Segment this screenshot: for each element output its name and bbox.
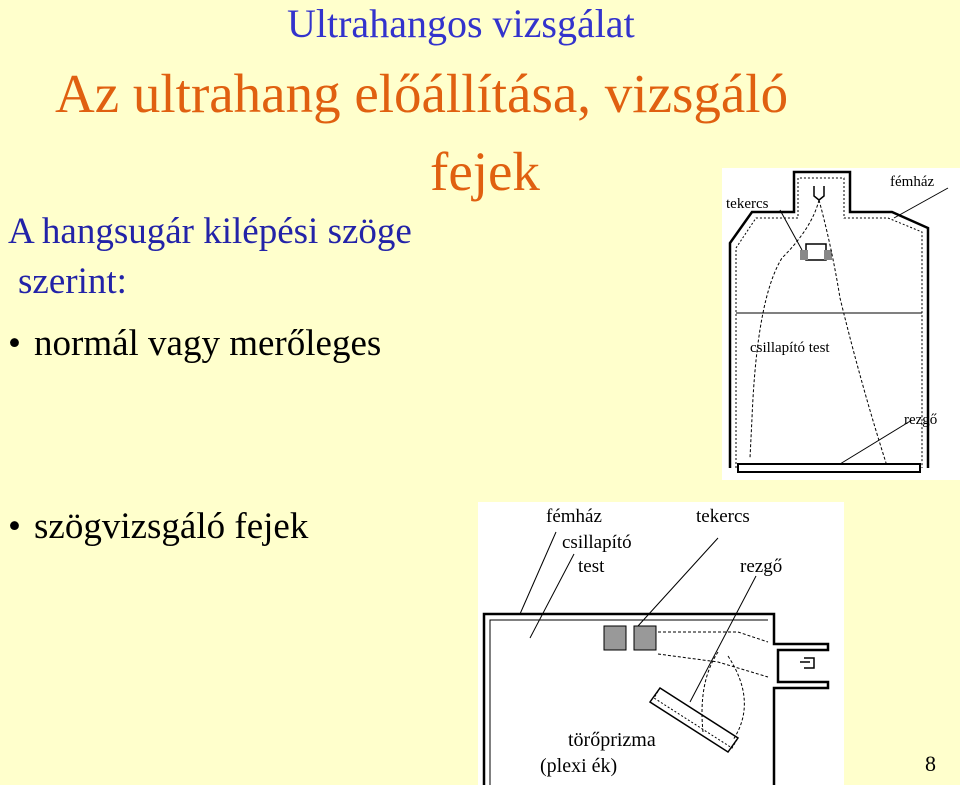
bullet-text: normál vagy merőleges: [34, 323, 382, 364]
bullet-icon: •: [8, 506, 21, 547]
subtitle-line2: szerint:: [18, 261, 127, 302]
slide-title-line1: Az ultrahang előállítása, vizsgáló: [55, 63, 789, 124]
page-number: 8: [925, 751, 936, 776]
label-coil: tekercs: [696, 506, 750, 527]
label-prism-line1: törőprizma: [568, 729, 656, 751]
bullet-item-normal: [8, 322, 381, 365]
bullet-text: szögvizsgáló fejek: [34, 506, 309, 547]
topic-heading: Ultrahangos vizsgálat: [287, 1, 635, 46]
label-vibrator: rezgő: [904, 412, 938, 428]
label-damping-line1: csillapító: [562, 532, 632, 553]
damping-block: [604, 626, 626, 650]
label-damping: csillapító test: [750, 340, 830, 356]
damping-block: [634, 626, 656, 650]
angle-probe-diagram: [478, 502, 844, 785]
label-housing: fémház: [890, 174, 935, 190]
subtitle-line1: A hangsugár kilépési szöge: [8, 211, 412, 252]
diagram-background: [722, 168, 960, 480]
label-prism-line2: (plexi ék): [540, 755, 618, 777]
normal-probe-diagram: [722, 168, 960, 480]
bullet-item-angle: [8, 505, 308, 548]
slide-title-line2: fejek: [430, 141, 540, 202]
label-vibrator: rezgő: [740, 556, 783, 577]
label-housing: fémház: [546, 506, 602, 527]
bullet-icon: •: [8, 323, 21, 364]
label-damping-line2: test: [578, 556, 605, 577]
coil-winding: [824, 250, 832, 260]
coil-winding: [800, 250, 808, 260]
label-coil: tekercs: [726, 196, 769, 212]
